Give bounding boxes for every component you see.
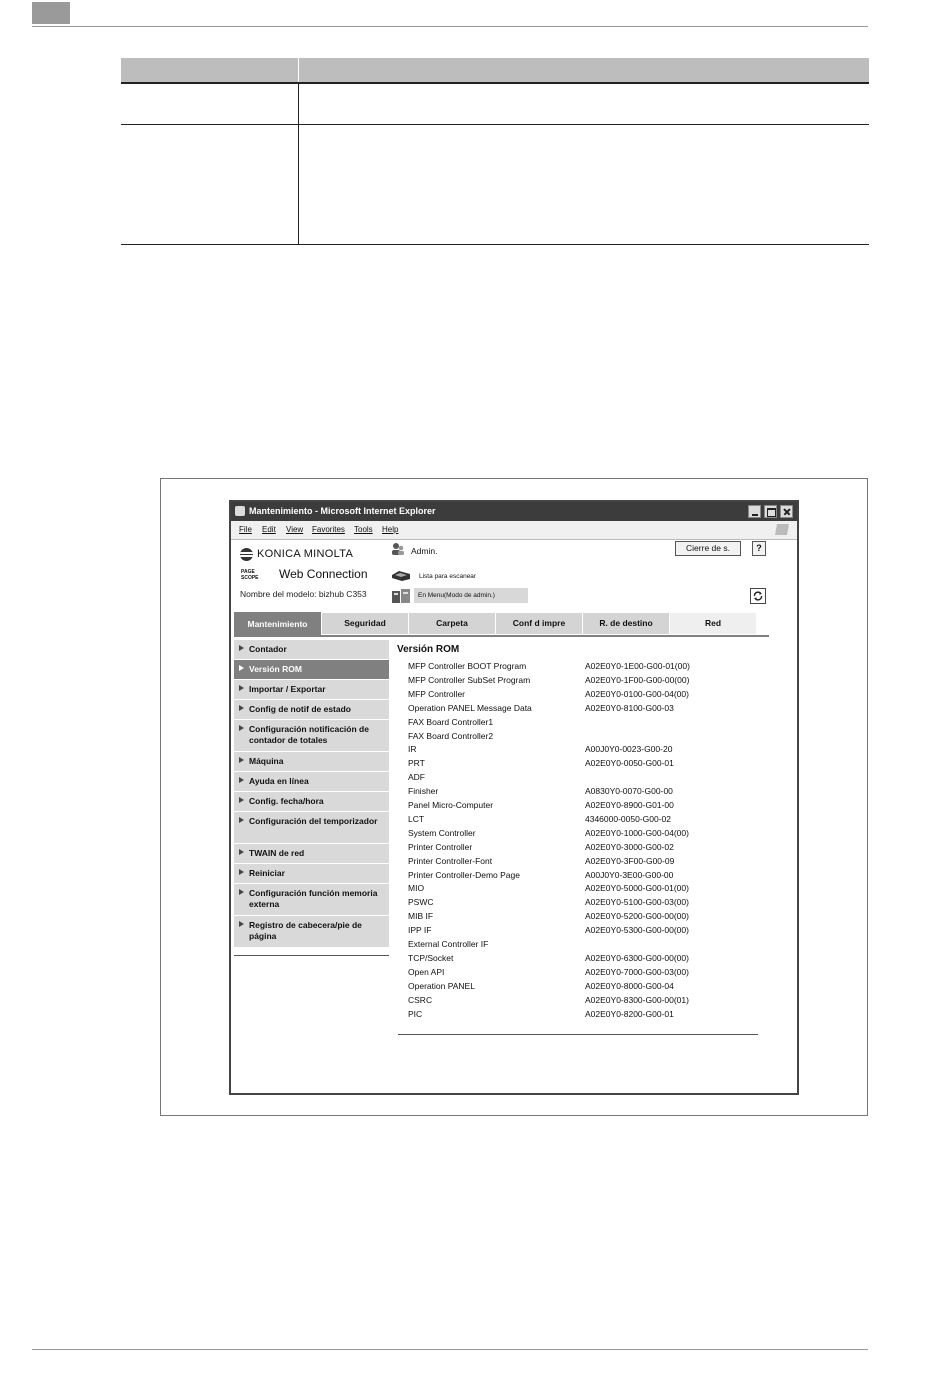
window-titlebar[interactable]	[231, 502, 797, 521]
rom-component-name: TCP/Socket	[408, 952, 454, 963]
maximize-icon[interactable]	[764, 505, 777, 518]
sidebar-rule	[234, 955, 389, 956]
brand-name: KONICA MINOLTA	[257, 548, 354, 560]
table-column-divider	[298, 84, 299, 244]
tab-red[interactable]: Red	[670, 613, 756, 634]
sidebar-item-temporizador[interactable]: Configuración del temporizador	[234, 812, 389, 844]
tab-seguridad[interactable]: Seguridad	[322, 613, 408, 634]
tab-carpeta[interactable]: Carpeta	[409, 613, 495, 634]
arrow-right-icon	[239, 725, 244, 731]
rom-version-value: A02E0Y0-5000-G00-01(00)	[585, 883, 689, 894]
rom-row	[408, 786, 768, 800]
admin-label: Admin.	[411, 546, 438, 556]
sidebar-item-ayuda[interactable]: Ayuda en línea	[234, 772, 389, 792]
arrow-right-icon	[239, 777, 244, 783]
rom-version-value: A02E0Y0-3F00-G00-09	[585, 855, 675, 866]
rom-component-name: MFP Controller	[408, 688, 465, 699]
rom-component-name: System Controller	[408, 827, 476, 838]
rom-version-value: A02E0Y0-8300-G00-00(01)	[585, 994, 689, 1005]
rom-component-name: Printer Controller	[408, 841, 473, 852]
rom-row	[408, 967, 768, 981]
rom-component-name: FAX Board Controller1	[408, 716, 494, 727]
rom-row	[408, 883, 768, 897]
sidebar-item-twain[interactable]: TWAIN de red	[234, 844, 389, 864]
sidebar-item-memoria-externa[interactable]: Configuración función memoria externa	[234, 884, 389, 916]
close-icon[interactable]	[780, 505, 793, 518]
arrow-right-icon	[239, 817, 244, 823]
sidebar-item-contador[interactable]: Contador	[234, 640, 389, 660]
rom-component-name: LCT	[408, 813, 425, 824]
rom-row	[408, 953, 768, 967]
table-header-divider	[298, 58, 299, 82]
pagescope-logo: PAGE SCOPE	[241, 569, 259, 581]
admin-user-icon	[391, 542, 405, 556]
rom-component-name: Printer Controller-Demo Page	[408, 869, 520, 880]
window-title: Mantenimiento - Microsoft Internet Explorer	[249, 506, 436, 516]
rom-row	[408, 856, 768, 870]
browser-window	[229, 500, 799, 1095]
rom-component-name: IPP IF	[408, 925, 432, 936]
main-tabs	[234, 612, 754, 637]
table-row-divider	[121, 124, 869, 125]
rom-row	[408, 939, 768, 953]
rom-version-value: A02E0Y0-8900-G01-00	[585, 800, 674, 810]
windows-logo-icon	[775, 524, 789, 535]
table-bottom-rule	[121, 244, 869, 245]
menu-tools[interactable]: Tools	[354, 525, 373, 534]
rom-row	[408, 897, 768, 911]
rom-row	[408, 911, 768, 925]
rom-component-name: CSRC	[408, 994, 433, 1005]
sidebar-item-importar[interactable]: Importar / Exportar	[234, 680, 389, 700]
rom-version-value: A02E0Y0-0050-G00-01	[585, 758, 674, 769]
page-number-tab	[32, 2, 70, 24]
rom-version-value: A02E0Y0-7000-G00-03(00)	[585, 966, 689, 977]
arrow-right-icon	[239, 849, 244, 855]
rom-component-name: MIO	[408, 883, 425, 894]
arrow-right-icon	[239, 645, 244, 651]
sidebar-item-version-rom[interactable]: Versión ROM	[234, 660, 389, 680]
tab-mantenimiento[interactable]: Mantenimiento	[234, 612, 321, 637]
rom-version-value: A00J0Y0-0023-G00-20	[585, 744, 673, 755]
rom-version-value: A02E0Y0-1000-G00-04(00)	[585, 827, 689, 838]
model-name: Nombre del modelo: bizhub C353	[240, 589, 367, 599]
arrow-right-icon	[239, 705, 244, 711]
rom-component-name: MFP Controller SubSet Program	[408, 674, 531, 685]
rom-component-name: External Controller IF	[408, 939, 489, 949]
sidebar-item-notif-estado[interactable]: Config de notif de estado	[234, 700, 389, 720]
rom-version-value: A02E0Y0-8100-G00-03	[585, 702, 674, 713]
arrow-right-icon	[239, 921, 244, 927]
rom-row	[408, 744, 768, 758]
header-rule	[32, 26, 868, 27]
rom-row	[408, 675, 768, 689]
arrow-right-icon	[239, 889, 244, 895]
rom-row	[408, 842, 768, 856]
rom-version-value: A02E0Y0-8000-G00-04	[585, 980, 674, 991]
help-button[interactable]: ?	[752, 541, 766, 556]
rom-row	[408, 814, 768, 828]
mode-status: En Menu(Modo de admin.)	[418, 592, 495, 599]
rom-component-name: IR	[408, 744, 417, 755]
rom-row	[408, 800, 768, 814]
footer-rule	[32, 1349, 868, 1350]
rom-row	[408, 717, 768, 731]
sidebar-item-notif-contador[interactable]: Configuración notificación de contador de totales	[234, 720, 389, 752]
rom-row	[408, 661, 768, 675]
rom-component-name: Operation PANEL Message Data	[408, 702, 532, 713]
rom-row	[408, 981, 768, 995]
refresh-icon[interactable]	[750, 588, 766, 604]
rom-row	[408, 1009, 768, 1023]
rom-version-value: A00J0Y0-3E00-G00-00	[585, 869, 674, 880]
content-rule	[398, 1034, 758, 1035]
minimize-icon[interactable]	[748, 505, 761, 518]
rom-row	[408, 689, 768, 703]
ie-icon	[235, 506, 245, 516]
rom-version-value: A0830Y0-0070-G00-00	[585, 786, 673, 797]
rom-row	[408, 995, 768, 1009]
rom-version-value: A02E0Y0-3000-G00-02	[585, 841, 674, 852]
menu-bar	[231, 521, 797, 540]
rom-row	[408, 758, 768, 772]
konica-logo-icon	[240, 548, 253, 561]
arrow-right-icon	[239, 797, 244, 803]
menu-favorites[interactable]: Favorites	[312, 525, 345, 534]
rom-version-value: A02E0Y0-8200-G00-01	[585, 1008, 674, 1019]
page-title: Versión ROM	[397, 644, 460, 655]
rom-version-value: A02E0Y0-5300-G00-00(00)	[585, 925, 689, 936]
rom-row	[408, 925, 768, 939]
rom-version-value: 4346000-0050-G00-02	[585, 813, 672, 824]
rom-version-value: A02E0Y0-5200-G00-00(00)	[585, 911, 689, 922]
menu-view[interactable]: View	[286, 525, 304, 534]
rom-component-name: Panel Micro-Computer	[408, 800, 494, 810]
rom-row	[408, 731, 768, 745]
sidebar-item-fecha-hora[interactable]: Config. fecha/hora	[234, 792, 389, 812]
sidebar-item-cabecera[interactable]: Registro de cabecera/pie de página	[234, 916, 389, 948]
sidebar-item-reiniciar[interactable]: Reiniciar	[234, 864, 389, 884]
sidebar-item-maquina[interactable]: Máquina	[234, 752, 389, 772]
rom-version-value: A02E0Y0-1E00-G00-01(00)	[585, 661, 690, 671]
rom-row	[408, 870, 768, 884]
arrow-right-icon	[239, 665, 244, 671]
rom-component-name: Printer Controller-Font	[408, 855, 493, 866]
rom-component-name: PIC	[408, 1008, 423, 1019]
table-header-row	[121, 58, 869, 84]
arrow-right-icon	[239, 869, 244, 875]
logout-button[interactable]: Cierre de s.	[675, 541, 741, 556]
scanner-icon	[391, 570, 411, 582]
tab-underline	[234, 635, 769, 637]
tab-conf-impre[interactable]: Conf d impre	[496, 613, 582, 634]
admin-mode-icon	[391, 588, 411, 604]
rom-row	[408, 772, 768, 786]
rom-version-value: A02E0Y0-1F00-G00-00(00)	[585, 674, 690, 685]
menu-help[interactable]: Help	[382, 525, 399, 534]
rom-component-name: Operation PANEL	[408, 980, 475, 991]
rom-row	[408, 828, 768, 842]
product-name: Web Connection	[279, 567, 368, 581]
arrow-right-icon	[239, 685, 244, 691]
rom-version-value: A02E0Y0-5100-G00-03(00)	[585, 897, 689, 908]
document-table	[121, 58, 869, 246]
scan-status: Lista para escanear	[419, 573, 477, 580]
rom-version-value: A02E0Y0-0100-G00-04(00)	[585, 688, 689, 699]
rom-component-name: PSWC	[408, 897, 434, 908]
menu-file[interactable]: File	[239, 525, 252, 534]
menu-edit[interactable]: Edit	[262, 525, 276, 534]
rom-component-name: Open API	[408, 966, 445, 977]
arrow-right-icon	[239, 757, 244, 763]
rom-row	[408, 703, 768, 717]
rom-component-name: MIB IF	[408, 911, 434, 922]
rom-component-name: Finisher	[408, 786, 439, 797]
rom-component-name: MFP Controller BOOT Program	[408, 661, 527, 671]
rom-version-value: A02E0Y0-6300-G00-00(00)	[585, 952, 689, 963]
rom-component-name: ADF	[408, 772, 425, 783]
tab-destino[interactable]: R. de destino	[583, 613, 669, 634]
rom-component-name: PRT	[408, 758, 425, 769]
rom-component-name: FAX Board Controller2	[408, 730, 494, 741]
